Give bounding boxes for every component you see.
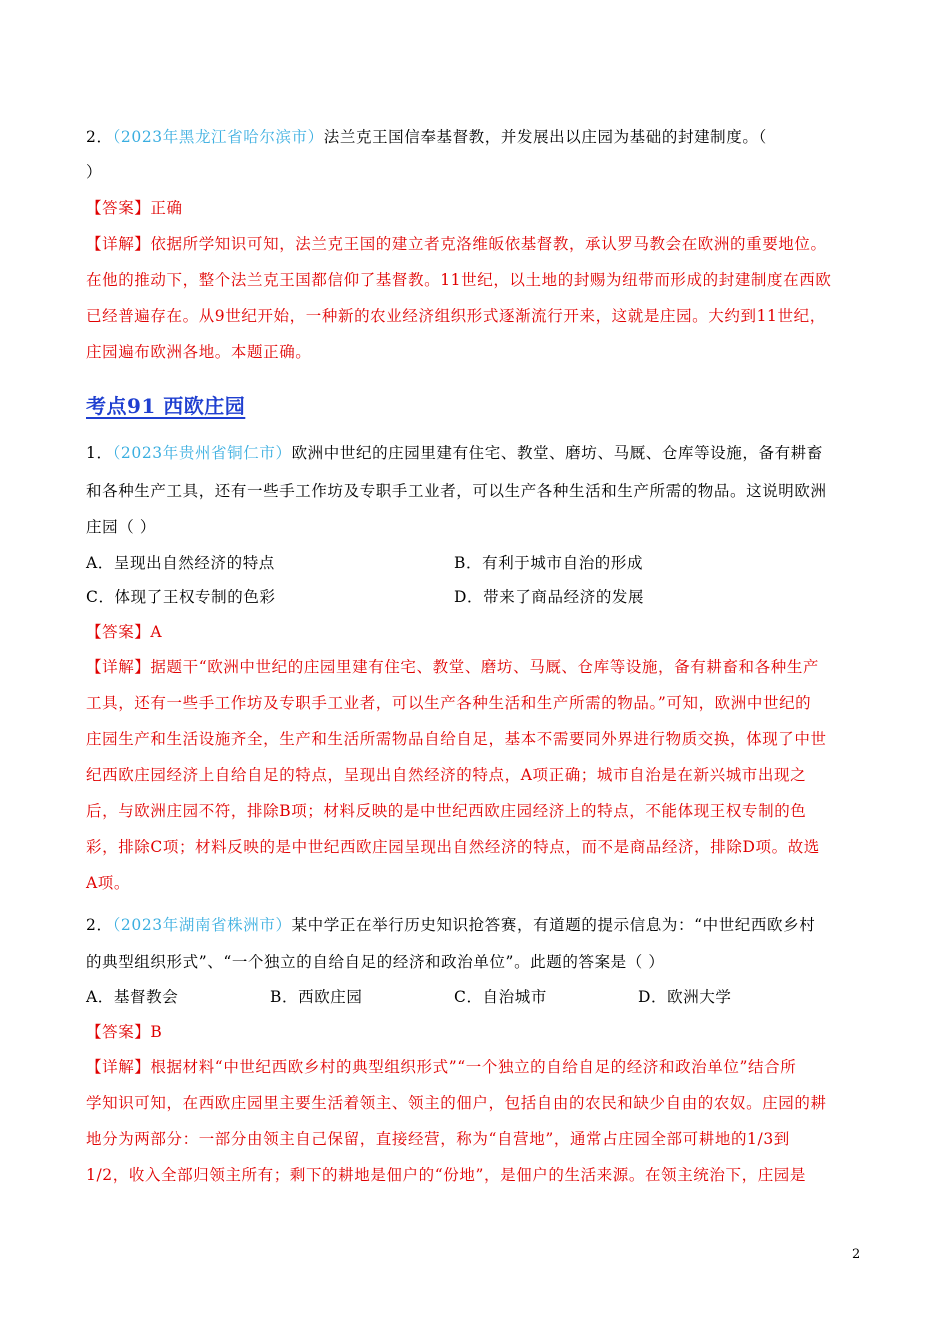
question-stem bbox=[86, 126, 866, 148]
detail-line: 学知识可知，在西欧庄园里主要生活着领主、领主的佃户，包括自由的农民和缺少自由的农奴。庄园的耕 bbox=[86, 1094, 827, 1112]
option-b: B．西欧庄园 bbox=[270, 988, 363, 1006]
detail-line: 地分为两部分：一部分由领主自己保留，直接经营，称为“自营地”，通常占庄园全部可耕地的1/3到 bbox=[86, 1130, 790, 1148]
page-number: 2 bbox=[852, 1247, 861, 1262]
option-d: D．带来了商品经济的发展 bbox=[454, 588, 645, 606]
option-d: D．欧洲大学 bbox=[638, 988, 732, 1006]
question-stem bbox=[86, 914, 866, 936]
option-a: A．呈现出自然经济的特点 bbox=[86, 554, 275, 572]
question-stem-continued: 和各种生产工具，还有一些手工作坊及专职手工业者，可以生产各种生活和生产所需的物品。这说明欧洲 bbox=[86, 482, 827, 500]
option-c: C．自治城市 bbox=[454, 988, 547, 1006]
detail-line: 后，与欧洲庄园不符，排除B项；材料反映的是中世纪西欧庄园经济上的特点，不能体现王权专制的色 bbox=[86, 802, 807, 820]
question-text: 某中学正在举行历史知识抢答赛，有道题的提示信息为：“中世纪西欧乡村 bbox=[291, 916, 816, 934]
question-stem-continued: ） bbox=[86, 163, 103, 181]
detail-line: 工具，还有一些手工作坊及专职手工业者，可以生产各种生活和生产所需的物品。”可知，欧洲中世纪的 bbox=[86, 694, 812, 712]
question-stem-continued: 庄园（ ） bbox=[86, 518, 156, 536]
option-a: A．基督教会 bbox=[86, 988, 179, 1006]
question-source: （2023年贵州省铜仁市） bbox=[112, 444, 292, 462]
question-source: （2023年湖南省株洲市） bbox=[112, 916, 292, 934]
detail-line: 【详解】依据所学知识可知，法兰克王国的建立者克洛维皈依基督教，承认罗马教会在欧洲的重要地位。 bbox=[86, 235, 827, 253]
detail-line: 庄园生产和生活设施齐全，生产和生活所需物品自给自足，基本不需要同外界进行物质交换，体现了中世 bbox=[86, 730, 827, 748]
question-number: 2． bbox=[86, 916, 113, 934]
question-text: 法兰克王国信奉基督教，并发展出以庄园为基础的封建制度。（ bbox=[323, 128, 767, 146]
question-stem bbox=[86, 442, 866, 464]
detail-line: 纪西欧庄园经济上自给自足的特点，呈现出自然经济的特点，A项正确；城市自治是在新兴城市出现之 bbox=[86, 766, 807, 784]
detail-line: 在他的推动下，整个法兰克王国都信仰了基督教。11世纪，以土地的封赐为纽带而形成的封建制度在西欧 bbox=[86, 271, 832, 289]
option-c: C．体现了王权专制的色彩 bbox=[86, 588, 276, 606]
detail-line: 【详解】根据材料“中世纪西欧乡村的典型组织形式”“一个独立的自给自足的经济和政治单位”结合所 bbox=[86, 1058, 797, 1076]
answer-label: 【答案】B bbox=[86, 1023, 163, 1041]
detail-line: A项。 bbox=[86, 874, 130, 892]
question-number: 2． bbox=[86, 128, 113, 146]
detail-line: 彩，排除C项；材料反映的是中世纪西欧庄园呈现出自然经济的特点，而不是商品经济，排除D项。故选 bbox=[86, 838, 820, 856]
question-number: 1． bbox=[86, 444, 113, 462]
question-source: （2023年黑龙江省哈尔滨市） bbox=[112, 128, 324, 146]
answer-label: 【答案】A bbox=[86, 623, 163, 641]
detail-line: 庄园遍布欧洲各地。本题正确。 bbox=[86, 343, 312, 361]
detail-line: 【详解】据题干“欧洲中世纪的庄园里建有住宅、教堂、磨坊、马厩、仓库等设施，备有耕畜和各种生产 bbox=[86, 658, 820, 676]
detail-line: 已经普遍存在。从9世纪开始，一种新的农业经济组织形式逐渐流行开来，这就是庄园。大约到11世纪， bbox=[86, 307, 826, 325]
option-b: B．有利于城市自治的形成 bbox=[454, 554, 644, 572]
answer-label: 【答案】正确 bbox=[86, 199, 183, 217]
question-stem-continued: 的典型组织形式”、“一个独立的自给自足的经济和政治单位”。此题的答案是（ ） bbox=[86, 953, 665, 971]
question-text: 欧洲中世纪的庄园里建有住宅、教堂、磨坊、马厩、仓库等设施，备有耕畜 bbox=[291, 444, 823, 462]
section-heading: 考点91 西欧庄园 bbox=[86, 394, 246, 418]
detail-line: 1/2，收入全部归领主所有；剩下的耕地是佃户的“份地”，是佃户的生活来源。在领主统治下，庄园是 bbox=[86, 1166, 806, 1184]
